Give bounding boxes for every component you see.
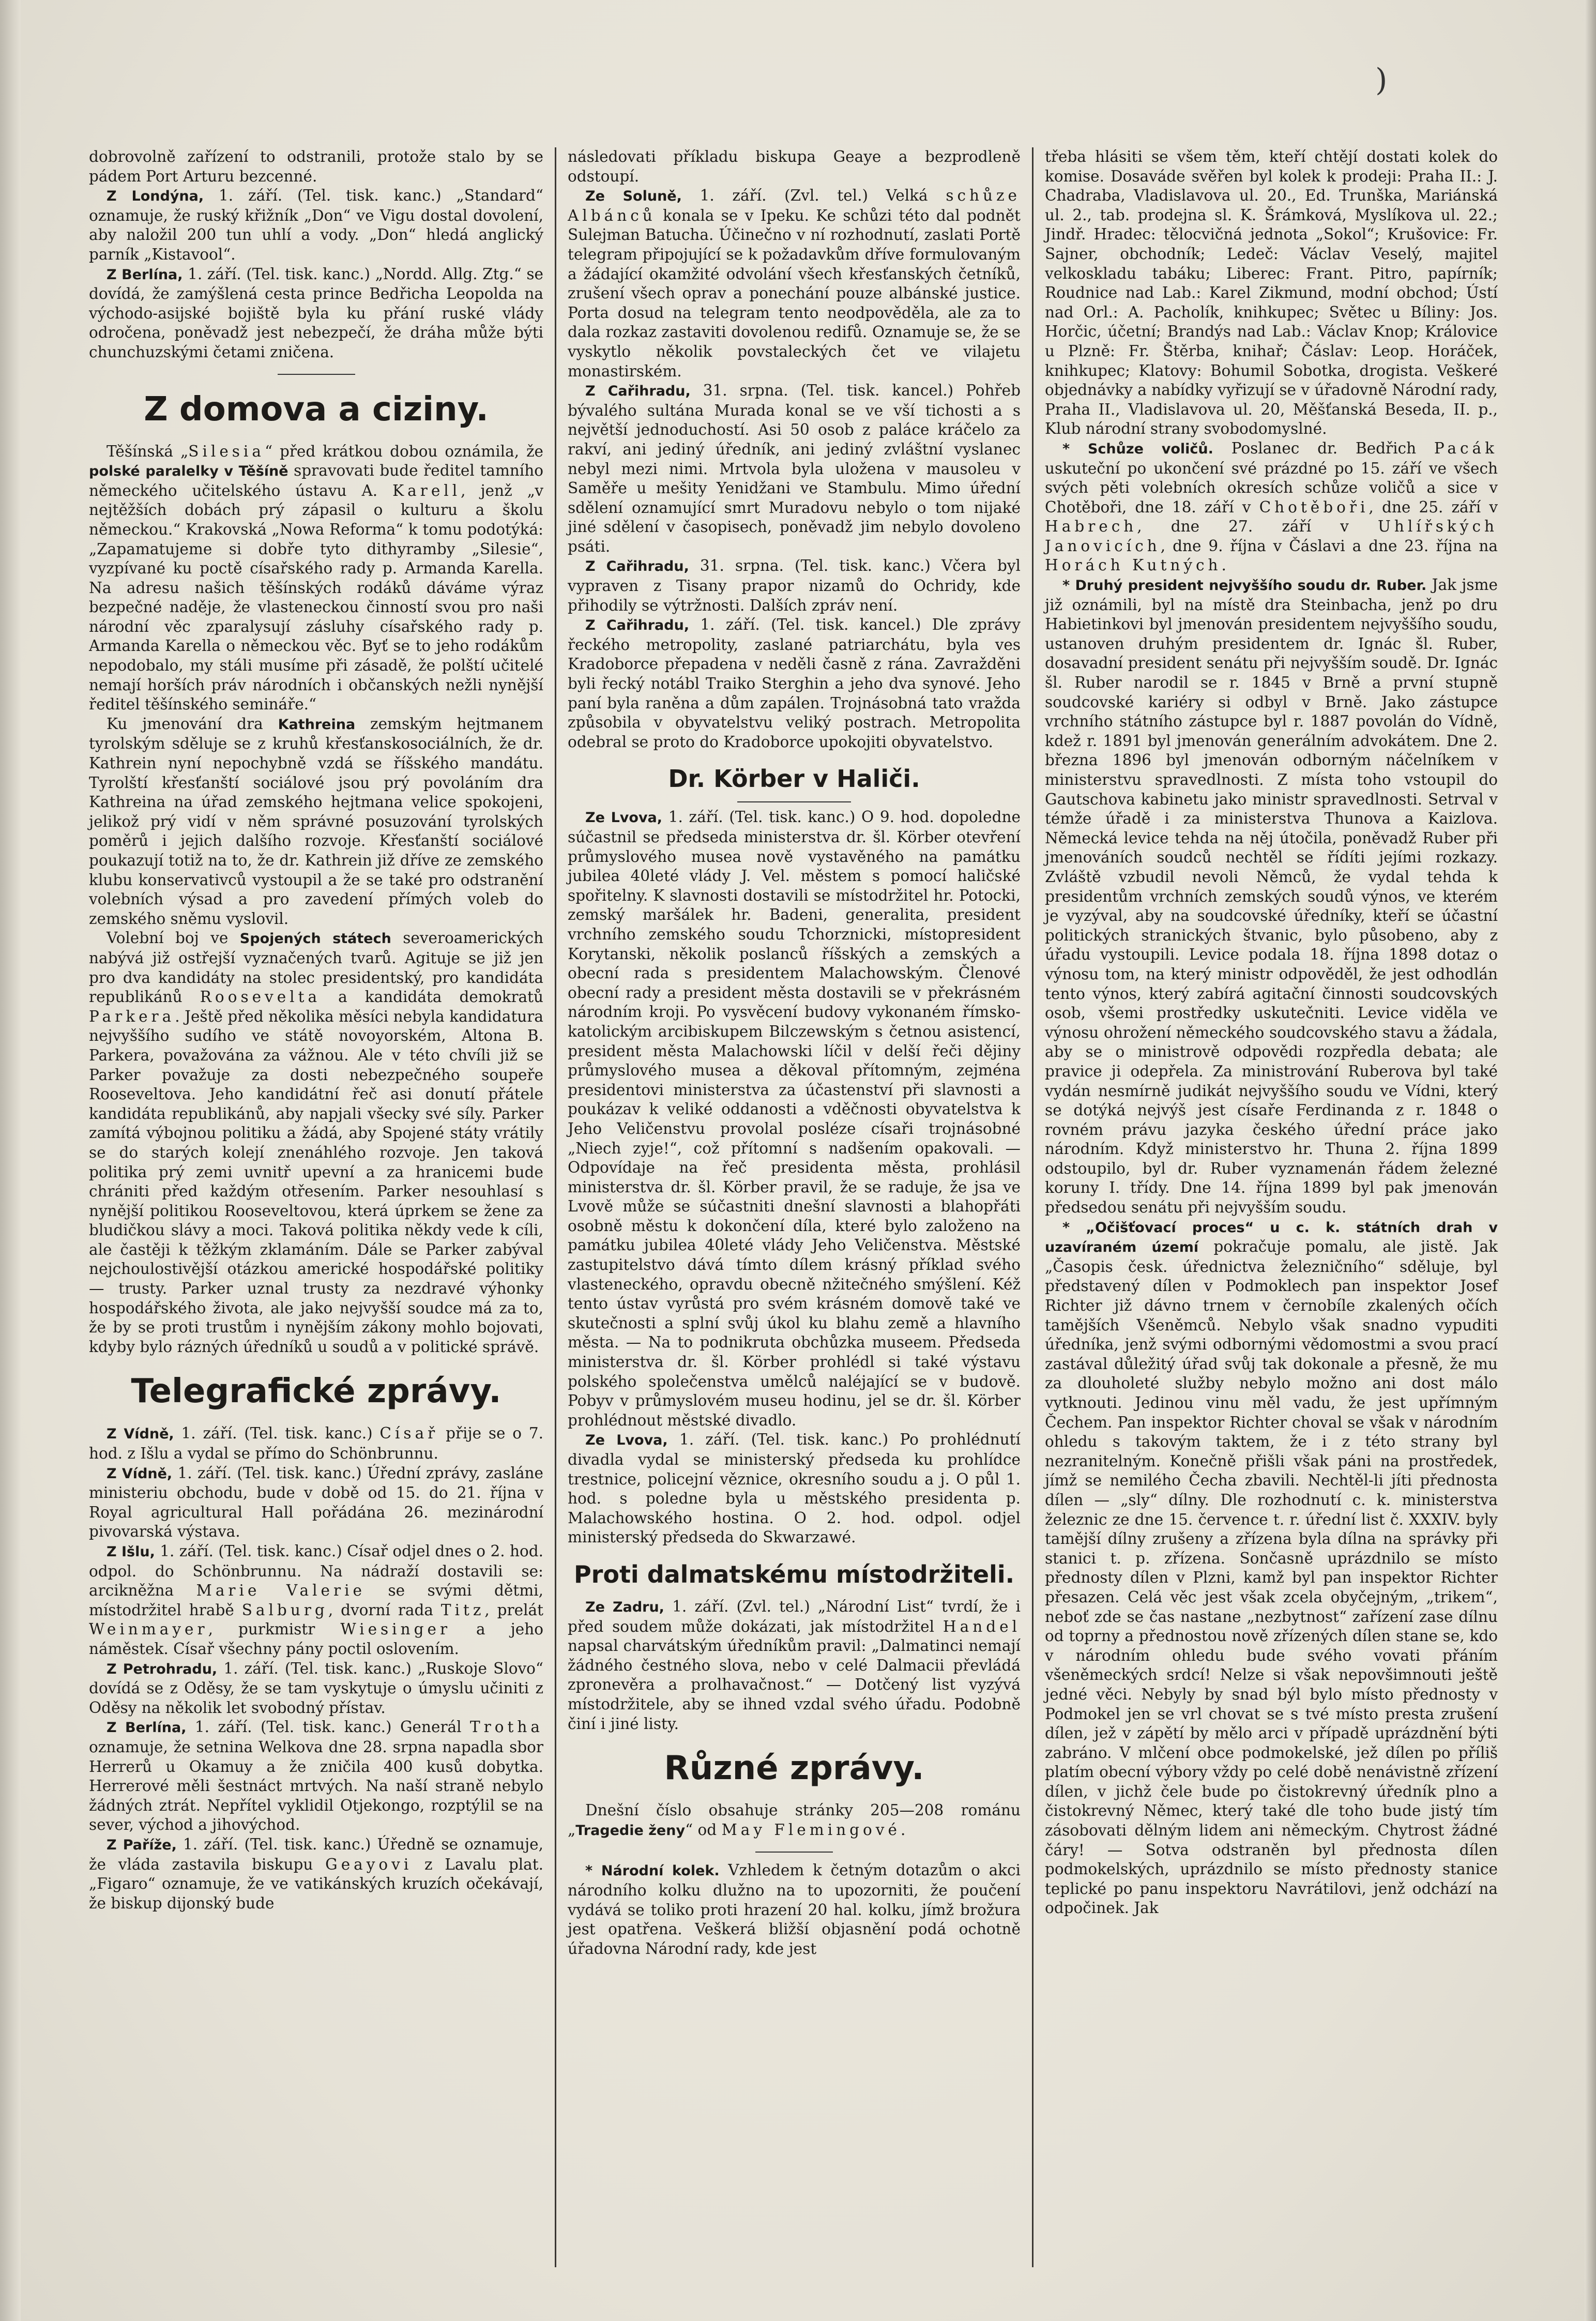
paragraph: Dnešní číslo obsahuje stránky 205—208 románu „Tragedie ženy“ od May Flemingové. bbox=[568, 1801, 1021, 1839]
paragraph: Z Berlína, 1. září. (Tel. tisk. kanc.) „Nordd. Allg. Ztg.“ se dovídá, že zamýšlená cesta prince Bedřicha Leopolda na východo-asijské bojiště byla ku přání ruské vlády odročena, poněvadž jest nebezpečí, že dráha může býti chunchuzskými četami zničena. bbox=[89, 265, 543, 361]
paragraph: Z Išlu, 1. září. (Tel. tisk. kanc.) Císař odjel dnes o 2. hod. odpol. do Schönbrunnu. Na nádraží dostavili se: arcikněžna Marie Valerie se svými dětmi, místodržitel hrabě Salburg, dvorní rada Titz, prelát Weinmayer, purkmistr Wiesinger a jeho náměstek. Císař všechny pány poctil oslovením. bbox=[89, 1542, 543, 1658]
paragraph: Ku jmenování dra Kathreina zemským hejtmanem tyrolským sděluje se z kruhů křesťanskosociálních, že dr. Kathrein nyní nepochybně vzdá se říšského mandátu. Tyrolští křesťanští sociálové jsou prý povoláním dra Kathreina na úřad zemského hejtmana velice spokojeni, jelikož prý vidí v něm správné posuzování tyrolských poměrů i jejich dalšího rozvoje. Křesťanští sociálové poukazují totiž na to, že dr. Kathrein již dříve ze zemského klubu konservativců vystoupil a že se také pro odstranění volebních výsad a pro zavedení přímých voleb do zemského sněmu vyslovil. bbox=[89, 715, 543, 928]
paragraph: * Národní kolek. Vzhledem k četným dotazům o akci národního kolku dlužno na to upozorniti, že poučení vydává se toliko proti hrazení 20 hal. kolku, jímž brožura jest opatřena. Veškerá bližší objasnění podá ochotně úřadovna Národní rady, kde jest bbox=[568, 1861, 1021, 1958]
paragraph: Z Cařihradu, 31. srpna. (Tel. tisk. kanc.) Včera byl vypraven z Tisany prapor nizamů do Ochridy, kde přihodily se výtržnosti. Dalších zpráv není. bbox=[568, 557, 1021, 614]
divider bbox=[755, 1852, 833, 1853]
paragraph: Z Vídně, 1. září. (Tel. tisk. kanc.) Úřední zprávy, zasláne ministeriu obchodu, bude v době od 15. do 21. října v Royal agricultural Hall pořádána 26. mezinárodní pivovarská výstava. bbox=[89, 1464, 543, 1541]
pencil-mark: ) bbox=[1375, 62, 1388, 98]
paragraph: dobrovolně zařízení to odstranili, protože stalo by se pádem Port Arturu bezcenné. bbox=[89, 148, 543, 185]
column-3 bbox=[1032, 147, 1509, 2267]
divider bbox=[737, 801, 851, 802]
paragraph: třeba hlásiti se všem těm, kteří chtějí dostati kolek do komise. Dosaváde svěřen byl kolek k prodeji: Praha II.: J. Chadraba, Vladislavova ul. 20., Ed. Trunška, Mariánská ul. 2., tab. prodejna sl. K. Šrámková, Myslíkova ul. 22.; Jindř. Hradec: tělocvičná jednota „Sokol“; Krušovice: Fr. Sajner, obchodník; Ledeč: Václav Veselý, majitel velkoskladu tabáku; Liberec: Frant. Pitro, papírník; Roudnice nad Lab.: Karel Zikmund, modní obchod; Ústí nad Orl.: A. Pacholík, knihkupec; Světec u Bíliny: Jos. Horčic, účetní; Brandýs nad Lab.: Václav Knop; Královice u Plzně: Fr. Štěrba, knihař; Čáslav: Leop. Horáček, knihkupec; Klatovy: Bohumil Sobotka, drogista. Veškeré objednávky a nabídky vyřizují se v úřadovně Národní rady, Praha II., Vladislavova ul. 20, Měšťanská Beseda, II. p., Klub národní strany svobodomyslné. bbox=[1045, 148, 1498, 438]
paragraph: Ze Lvova, 1. září. (Tel. tisk. kanc.) Po prohlédnutí divadla vydal se ministerský předseda ku prohlídce trestnice, policejní věznice, okresního soudu a j. O půl 1. hod. s poledne byla u městského presidenta p. Malachowského hostina. O 2. hod. odpol. odjel ministerský předseda do Skwarzawé. bbox=[568, 1431, 1021, 1546]
section-heading: Z domova a ciziny. bbox=[144, 390, 489, 429]
section-heading: Dr. Körber v Haliči. bbox=[668, 765, 920, 793]
paragraph: Z Londýna, 1. září. (Tel. tisk. kanc.) „Standard“ oznamuje, že ruský křižník „Don“ ve Vigu dostal dovolení, aby naložil 200 tun uhlí a vody. „Don“ hledá anglický parník „Kistavool“. bbox=[89, 187, 543, 263]
binding-edge bbox=[0, 0, 21, 2321]
section-heading: Telegrafické zprávy. bbox=[131, 1372, 501, 1411]
paragraph: * „Očišťovací proces“ u c. k. státních drah v uzavíraném území pokračuje pomalu, ale jistě. Jak „Časopis česk. úřednictva železničního“ sděluje, byl představený dílen v Podmoklech pan inspektor Josef Richter již dávno trnem v černobíle zkalených očích tamějších Všeněmců. Nebylo však snadno vypuditi úředníka, jenž svými odbornými vědomostmi a svou prací zastával důležitý úřad svůj tak dokonale a přesně, že mu za dlouholeté služby nebylo možno ani dost málo vytknouti. Jedinou vinu měl vadu, že jest upřímným Čechem. Pan inspektor Richter choval se však v národním ohledu s takovým taktem, že i z této strany byl nezranitelným. Konečně přišli však páni na prostředek, jímž se nemilého Čecha zbavili. Nechtěl-li jíti přednosta dílen — „sly“ dílny. Dle rozhodnutí c. k. ministerstva železnic ze dne 15. července t. r. úřední list č. XXXIV. byly tamější dílny zrušeny a zřízena byla dílna na správky při stanici t. p. zřízena. Sončasně uprázdnilo se místo přednosty dílen v Plzni, kamž byl pan inspektor Richter přesazen. Celá věc jest však zcela obyčejným, „trikem“, neboť zde se čas nastane „nezbytnost“ zařízení zase dílnu od toprny a přednostou nově zřízených dílen stane se, kdo v národním ohledu bude svého vovati přáním všeněmeckých srdcí! Nelze si však nepovšimnouti ještě jedné věci. Nebyly by snad býl bylo místo přednosty v Podmokel jen se vrl chovat se s tvé místo presta zrušení dílen, jež v zápětí by mělo arci v případě uprázdnění býti zabráno. V mlčení obce podmokelské, jež dílen po příliš platím obecní výbory vždy po celé době nenávistně zřízení dílen, v jichž čele bude po čistokrevný úředník plno a čistokrevný Němec, který také dle toho bude jistý tím zásobovati dělným lidem ani německým. Chytrost žádné čáry! — Sotva odstraněn byl přednosta dílen podmokelských, uprázdnilo se místo přednosty stanice teplické po panu inspektoru Navrátilovi, jenž odchází na odpočinek. Jak bbox=[1045, 1219, 1498, 1917]
page-right-edge bbox=[1585, 0, 1596, 2321]
article-columns bbox=[78, 147, 1510, 2267]
paragraph: Ze Zadru, 1. září. (Zvl. tel.) „Národní List“ tvrdí, že i před soudem může dokázati, jak místodržitel Handel napsal charvátským úředníkům pravil: „Dalmatinci nemají žádného čestného slova, nebo v celé Dalmacii převládá zpronevěra a prolhavačnost.“ — Dotčený list vyzývá místodržitele, aby se ihned vzdal svého úřadu. Podobně činí i jiné listy. bbox=[568, 1597, 1021, 1733]
paragraph: Těšínská „Silesia“ před krátkou dobou oznámila, že polské paralelky v Těšíně spravovati bude ředitel tamního německého učitelského ústavu A. Karell, jenž „v nejtěžších dobách prý zápasil o kulturu a školu německou.“ Krakovská „Nowa Reforma“ k tomu podotýká: „Zapamatujeme si dobře tyto dithyramby „Silesie“, vyzpívané ku poctě císařského rady p. Armanda Karella. Na adresu našich těšínských rodáků dáváme výraz bezpečné naděje, že vlasteneckou činností svou pro naši národní věc zparalysují zásluhy císařského rady p. Armanda Karella o německou věc. Byť se to jeho rodákům nepodobalo, my stáli musíme při zásadě, že polští učitelé nemají horších práv národních i občanských nežli nynější ředitel těšínského semináře.“ bbox=[89, 442, 543, 714]
paragraph: Volební boj ve Spojených státech severoamerických nabývá již ostřejší vyznačených tvarů. Agituje se již jen pro dva kandidáty na stolec presidentský, pro kandidáta republikánů Roosevelta a kandidáta demokratů Parkera. Ještě před několika měsíci nebyla kandidatura nejvyššího sudího ve státě novoyorském, Altona B. Parkera, považována za vážnou. Ale v této chvíli již se Parker považuje za dosti nebezpečného soupeře Rooseveltova. Jeho kandidátní řeč asi donutí přátele kandidáta republikánů, aby napjali všecky své síly. Parker zamítá výbojnou politiku a žádá, aby Spojené státy vrátily se do starých kolejí znenáhlého rozvoje. Jen taková politika prý zemi uvnitř upevní a za hranicemi bude chrániti před každým otřesením. Parker nesouhlasí s nynější politikou Rooseveltovou, která úprkem se žene za bludičkou slávy a moci. Taková politika někdy vede k cíli, ale častěji k těžkým zklamáním. Dále se Parker zabýval nejchoulostivější otázkou americké hospodářské politiky — trusty. Parker uznal trusty za nezdravé výhonky hospodářského života, ale jako nejvyšší soudce má za to, že by se proti trustům i nynějším zákony mohlo bojovati, kdyby bylo rázných úředníků u soudů a v politické správě. bbox=[89, 929, 543, 1356]
paragraph: Z Petrohradu, 1. září. (Tel. tisk. kanc.) „Ruskoje Slovo“ dovídá se z Oděsy, že se tam vyskytuje o úmyslu učiniti z Oděsy na několik let svobodný přístav. bbox=[89, 1659, 543, 1717]
paragraph: * Schůze voličů. Poslanec dr. Bedřich Pacák uskuteční po ukončení své prázdné po 15. září ve všech svých pěti volebních okresích schůze voličů a sice v Chotěboři, dne 18. září v Chotěboři, dne 25. září v Habrech, dne 27. září v Uhlířských Janovicích, dne 9. října v Čáslavi a dne 23. října na Horách Kutných. bbox=[1045, 439, 1498, 574]
paragraph: následovati příkladu biskupa Geaye a bezprodleně odstoupí. bbox=[568, 148, 1021, 185]
paragraph: Z Cařihradu, 1. září. (Tel. tisk. kancel.) Dle zprávy řeckého metropolity, zaslané patriarchátu, byla ves Kradoborce přepadena v neděli časně z rána. Zavražděni byli řecký notábl Traiko Sterghin a jeho dva synové. Jeho paní byla raněna a dům zapálen. Trojnásobná tato vražda způsobila v obyvatelstvu veliký postrach. Metropolita odebral se proto do Kradoborce upokojiti obyvatelstvo. bbox=[568, 616, 1021, 751]
divider bbox=[278, 374, 355, 375]
paragraph: Z Cařihradu, 31. srpna. (Tel. tisk. kancel.) Pohřeb bývalého sultána Murada konal se ve vší tichosti a s největší jednoduchostí. Asi 50 osob z paláce kráčelo za rakví, ani jediný úředník, ani jediný zvláštní vyslanec nebyl mezi nimi. Mrtvola byla uložena v mausoleu v Saměře u mešity Yenidžani ve Stambulu. Mimo úřední sdělení oznamující smrt Muradovu nebylo o tom nijaké jiné sdělení v časopisech, poněvadž jim nebylo dovoleno psáti. bbox=[568, 382, 1021, 555]
paragraph: Ze Lvova, 1. září. (Tel. tisk. kanc.) O 9. hod. dopoledne súčastnil se předseda ministerstva dr. šl. Körber otevření průmyslového musea nově vystavěného na památku jubilea 40leté vlády J. Vel. městem s pomocí haličské spořitelny. K slavnosti dostavili se místodržitel hr. Potocki, zemský maršálek hr. Badeni, generalita, president vrchního zemského soudu Tchorznicki, místopresident Korytanski, několik poslanců říšských a zemských a obecní rada s presidentem Malachowským. Členové obecní rady a president města dostavili se v překrásném národním kroji. Po vysvěcení budovy vykonaném římsko-katolickým arcibiskupem Bilczewským s četnou asistencí, president města Malachowski líčil v delší řeči dějiny průmyslového musea a děkoval přítomným, zejména presidentovi ministerstva za účastenství při slavnosti a poukázav k veliké oddanosti a vděčnosti obyvatelstva k Jeho Veličenstvu provolal posléze císaři trojnásobné „Niech zyje!“, což přítomní s nadšením opakovali. — Odpovídaje na řeč presidenta města, prohlásil ministerstva dr. šl. Körber pravil, že se raduje, že jsa ve Lvově může se súčastniti dnešní slavnosti a blahopřáti osobně městu k dokončení díla, které bylo založeno na památku jubilea 40leté vlády Jeho Veličenstva. Městské zastupitelstvo dává tímto dílem krásný příklad svého vlasteneckého, opravdu obecně nžitečného smýšlení. Kéž tento ústav vyrůstá pro svém krásném domově také ve skutečnosti a splní svůj úkol ku blahu země a hlavního města. — Na to podnikruta obchůzka museem. Předseda ministerstva dr. šl. Körber prohlédl si také výstavu polského společenstva umělců naléjající se v budově. Pobyv v průmyslovém museu hodinu, jel se dr. šl. Körber prohlédnout městské divadlo. bbox=[568, 808, 1021, 1429]
paragraph: * Druhý president nejvyššího soudu dr. Ruber. Jak jsme již oznámili, byl na místě dra Steinbacha, jenž po dru Habietinkovi byl jmenován presidentem nejvyššího soudu, ustanoven druhým presidentem dr. Ignác šl. Ruber, dosavadní president senátu při nejvyšším soudě. Dr. Ignác šl. Ruber narodil se r. 1845 v Brně a první stupně soudcovské kariéry si odbyl v Brně. Jako zástupce vrchního státního zástupce byl r. 1887 povolán do Vídně, kdež r. 1891 byl jmenován generálním advokátem. Dne 2. března 1896 byl jmenován odborným náčelníkem v ministerstvu spravedlnosti. Z místa toho vstoupil do Gautschova kabinetu jako ministr spravedlnosti. Setrval v témže úřadě i za ministerstva Thunova a Kaizlova. Německá levice tehda na něj útočila, poněvadž Ruber při jmenováních soudců nechtěl se řídíti jejími rozkazy. Zvláště vzbudil nevoli Němců, že vydal tehda k presidentům vrchních zemských soudů výnos, ve kterém je vyzýval, aby na soudcovské úředníky, kteří se účastní politických stranických štvanic, bylo působeno, aby z úřadu vystoupili. Levice podala 18. října 1898 dotaz o výnosu tom, na který ministr odpověděl, že jest odhodlán tento výnos, který zabírá agitační činnosti soudcovských osob, všemi prostředky uskutečniti. Levice viděla ve výnosu ohrožení německého soudcovského stavu a žádala, aby se o ministrově odpovědi rozpředla debata; ale pravice ji odepřela. Za ministrování Ruberova byl také vydán nesmírně judikát nejvyššího soudu ve Vídni, který se dotýká nejvýš jest císaře Ferdinanda z r. 1848 o rovném právu jazyka českého úřední práce jako národním. Když ministerstvo hr. Thuna 2. října 1899 odstoupilo, byl dr. Ruber vyznamenán řádem železné koruny I. třídy. Dne 14. října 1899 byl pak jmenován předsedou senátu při nejvyšším soudu. bbox=[1045, 576, 1498, 1217]
paragraph: Z Berlína, 1. září. (Tel. tisk. kanc.) Generál Trotha oznamuje, že setnina Welkova dne 28. srpna napadla sbor Herrerů u Okamuy a že zničila 400 kusů dobytka. Herrerové měli šestnáct mrtvých. Na naší straně nebylo žádných ztrát. Nepřítel vyklidil Otjekongo, rozptýlil se na sever, východ a jihovýchod. bbox=[89, 1718, 543, 1834]
column-2 bbox=[555, 147, 1032, 2267]
column-1 bbox=[78, 147, 555, 2267]
paragraph: Ze Soluně, 1. září. (Zvl. tel.) Velká schůze Albánců konala se v Ipeku. Ke schůzi této dal podnět Sulejman Batucha. Účinečno v ní rozhodnutí, zaslati Portě telegram připojující se k požadavkům dříve formulovaným a žádající okamžité odvolání všech křesťanských četníků, zrušení všech oprav a ponechání pouze albánské justice. Porta dosud na telegram tento neodpověděla, ale za to dala rozkaz zastaviti dovolenou redifů. Oznamuje se, že se vyskytlo několik povstaleckých čet ve vilajetu monastirském. bbox=[568, 187, 1021, 380]
paragraph: Z Paříže, 1. září. (Tel. tisk. kanc.) Úředně se oznamuje, že vláda zastavila biskupu Geayovi z Lavalu plat. „Figaro“ oznamuje, že ve vatikánských kruzích očekávají, že biskup dijonský bude bbox=[89, 1835, 543, 1912]
paragraph: Z Vídně, 1. září. (Tel. tisk. kanc.) Císař přije se o 7. hod. z Išlu a vydal se přímo do Schönbrunnu. bbox=[89, 1424, 544, 1463]
section-heading: Různé zprávy. bbox=[664, 1749, 924, 1788]
section-heading: Proti dalmatskému místodržiteli. bbox=[573, 1560, 1015, 1588]
